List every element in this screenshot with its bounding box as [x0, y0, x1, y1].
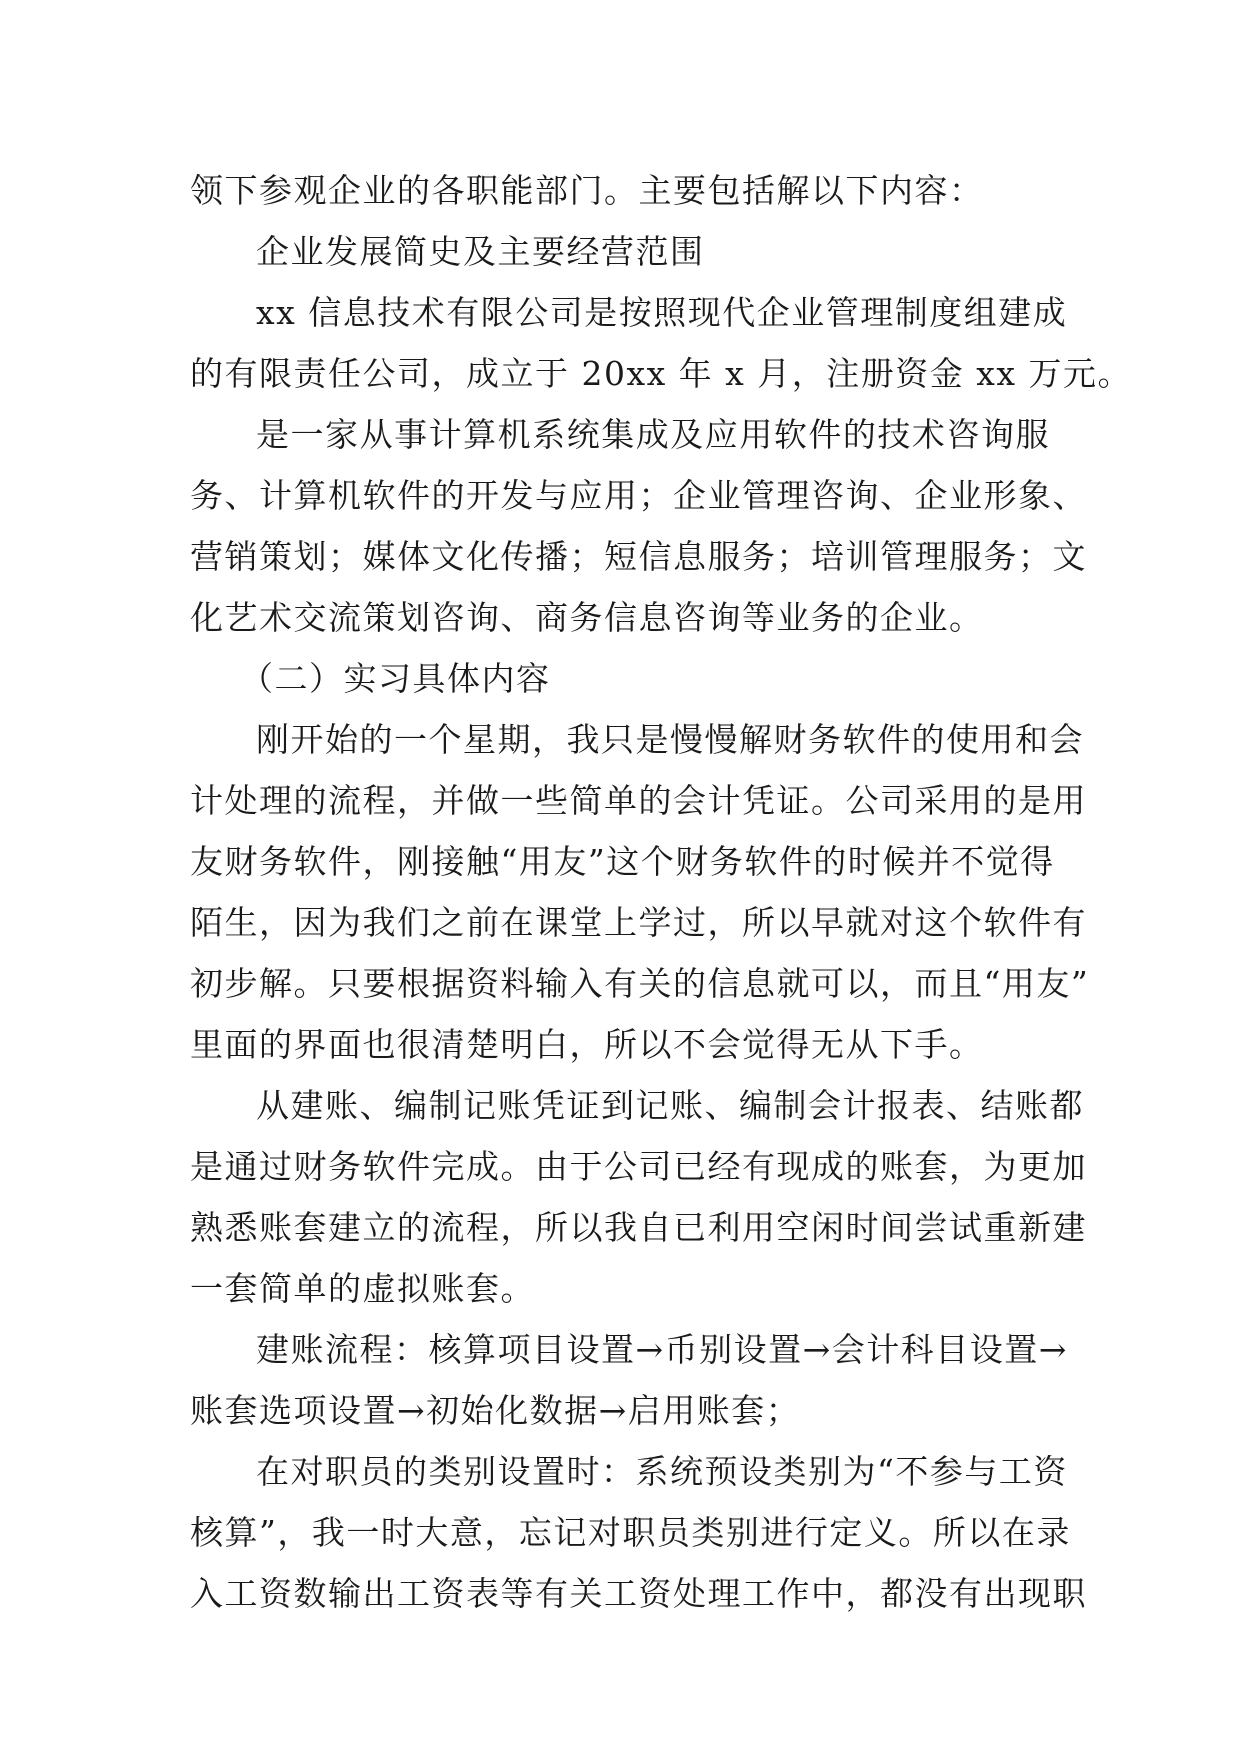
text-line: 初步解。只要根据资料输入有关的信息就可以，而且“用友” [190, 964, 1090, 1003]
text-line: 在对职员的类别设置时：系统预设类别为“不参与工资 [256, 1452, 1068, 1491]
text-line: 入工资数输出工资表等有关工资处理工作中，都没有出现职 [190, 1574, 1087, 1613]
text-line: 的有限责任公司，成立于 20xx 年 x 月，注册资金 xx 万元。 [190, 354, 1132, 393]
text-line: 领下参观企业的各职能部门。主要包括解以下内容： [190, 171, 984, 210]
text-line: xx 信息技术有限公司是按照现代企业管理制度组建成 [256, 293, 1068, 332]
text-line: 建账流程：核算项目设置→币别设置→会计科目设置→ [256, 1330, 1068, 1369]
text-line: 是一家从事计算机系统集成及应用软件的技术咨询服 [256, 415, 1050, 454]
text-line: 化艺术交流策划咨询、商务信息咨询等业务的企业。 [190, 598, 984, 637]
section-heading: （二）实习具体内容 [240, 659, 551, 698]
text-line: 务、计算机软件的开发与应用；企业管理咨询、企业形象、 [190, 476, 1087, 515]
document-page [190, 160, 1132, 1624]
text-line: 熟悉账套建立的流程，所以我自已利用空闲时间尝试重新建 [190, 1208, 1087, 1247]
text-line: 营销策划；媒体文化传播；短信息服务；培训管理服务；文 [190, 537, 1087, 576]
section-subtitle: 企业发展简史及主要经营范围 [256, 232, 705, 271]
text-line: 账套选项设置→初始化数据→启用账套； [190, 1391, 801, 1430]
text-line: 友财务软件，刚接触“用友”这个财务软件的时候并不觉得 [190, 842, 1055, 881]
text-line: 计处理的流程，并做一些简单的会计凭证。公司采用的是用 [190, 781, 1087, 820]
text-line: 里面的界面也很清楚明白，所以不会觉得无从下手。 [190, 1025, 984, 1064]
text-line: 从建账、编制记账凭证到记账、编制会计报表、结账都 [256, 1086, 1084, 1125]
text-line: 核算”，我一时大意，忘记对职员类别进行定义。所以在录 [190, 1513, 1071, 1552]
text-line: 刚开始的一个星期，我只是慢慢解财务软件的使用和会 [256, 720, 1084, 759]
text-line: 一套简单的虚拟账套。 [190, 1269, 535, 1308]
text-line: 陌生，因为我们之前在课堂上学过，所以早就对这个软件有 [190, 903, 1087, 942]
text-line: 是通过财务软件完成。由于公司已经有现成的账套，为更加 [190, 1147, 1087, 1186]
